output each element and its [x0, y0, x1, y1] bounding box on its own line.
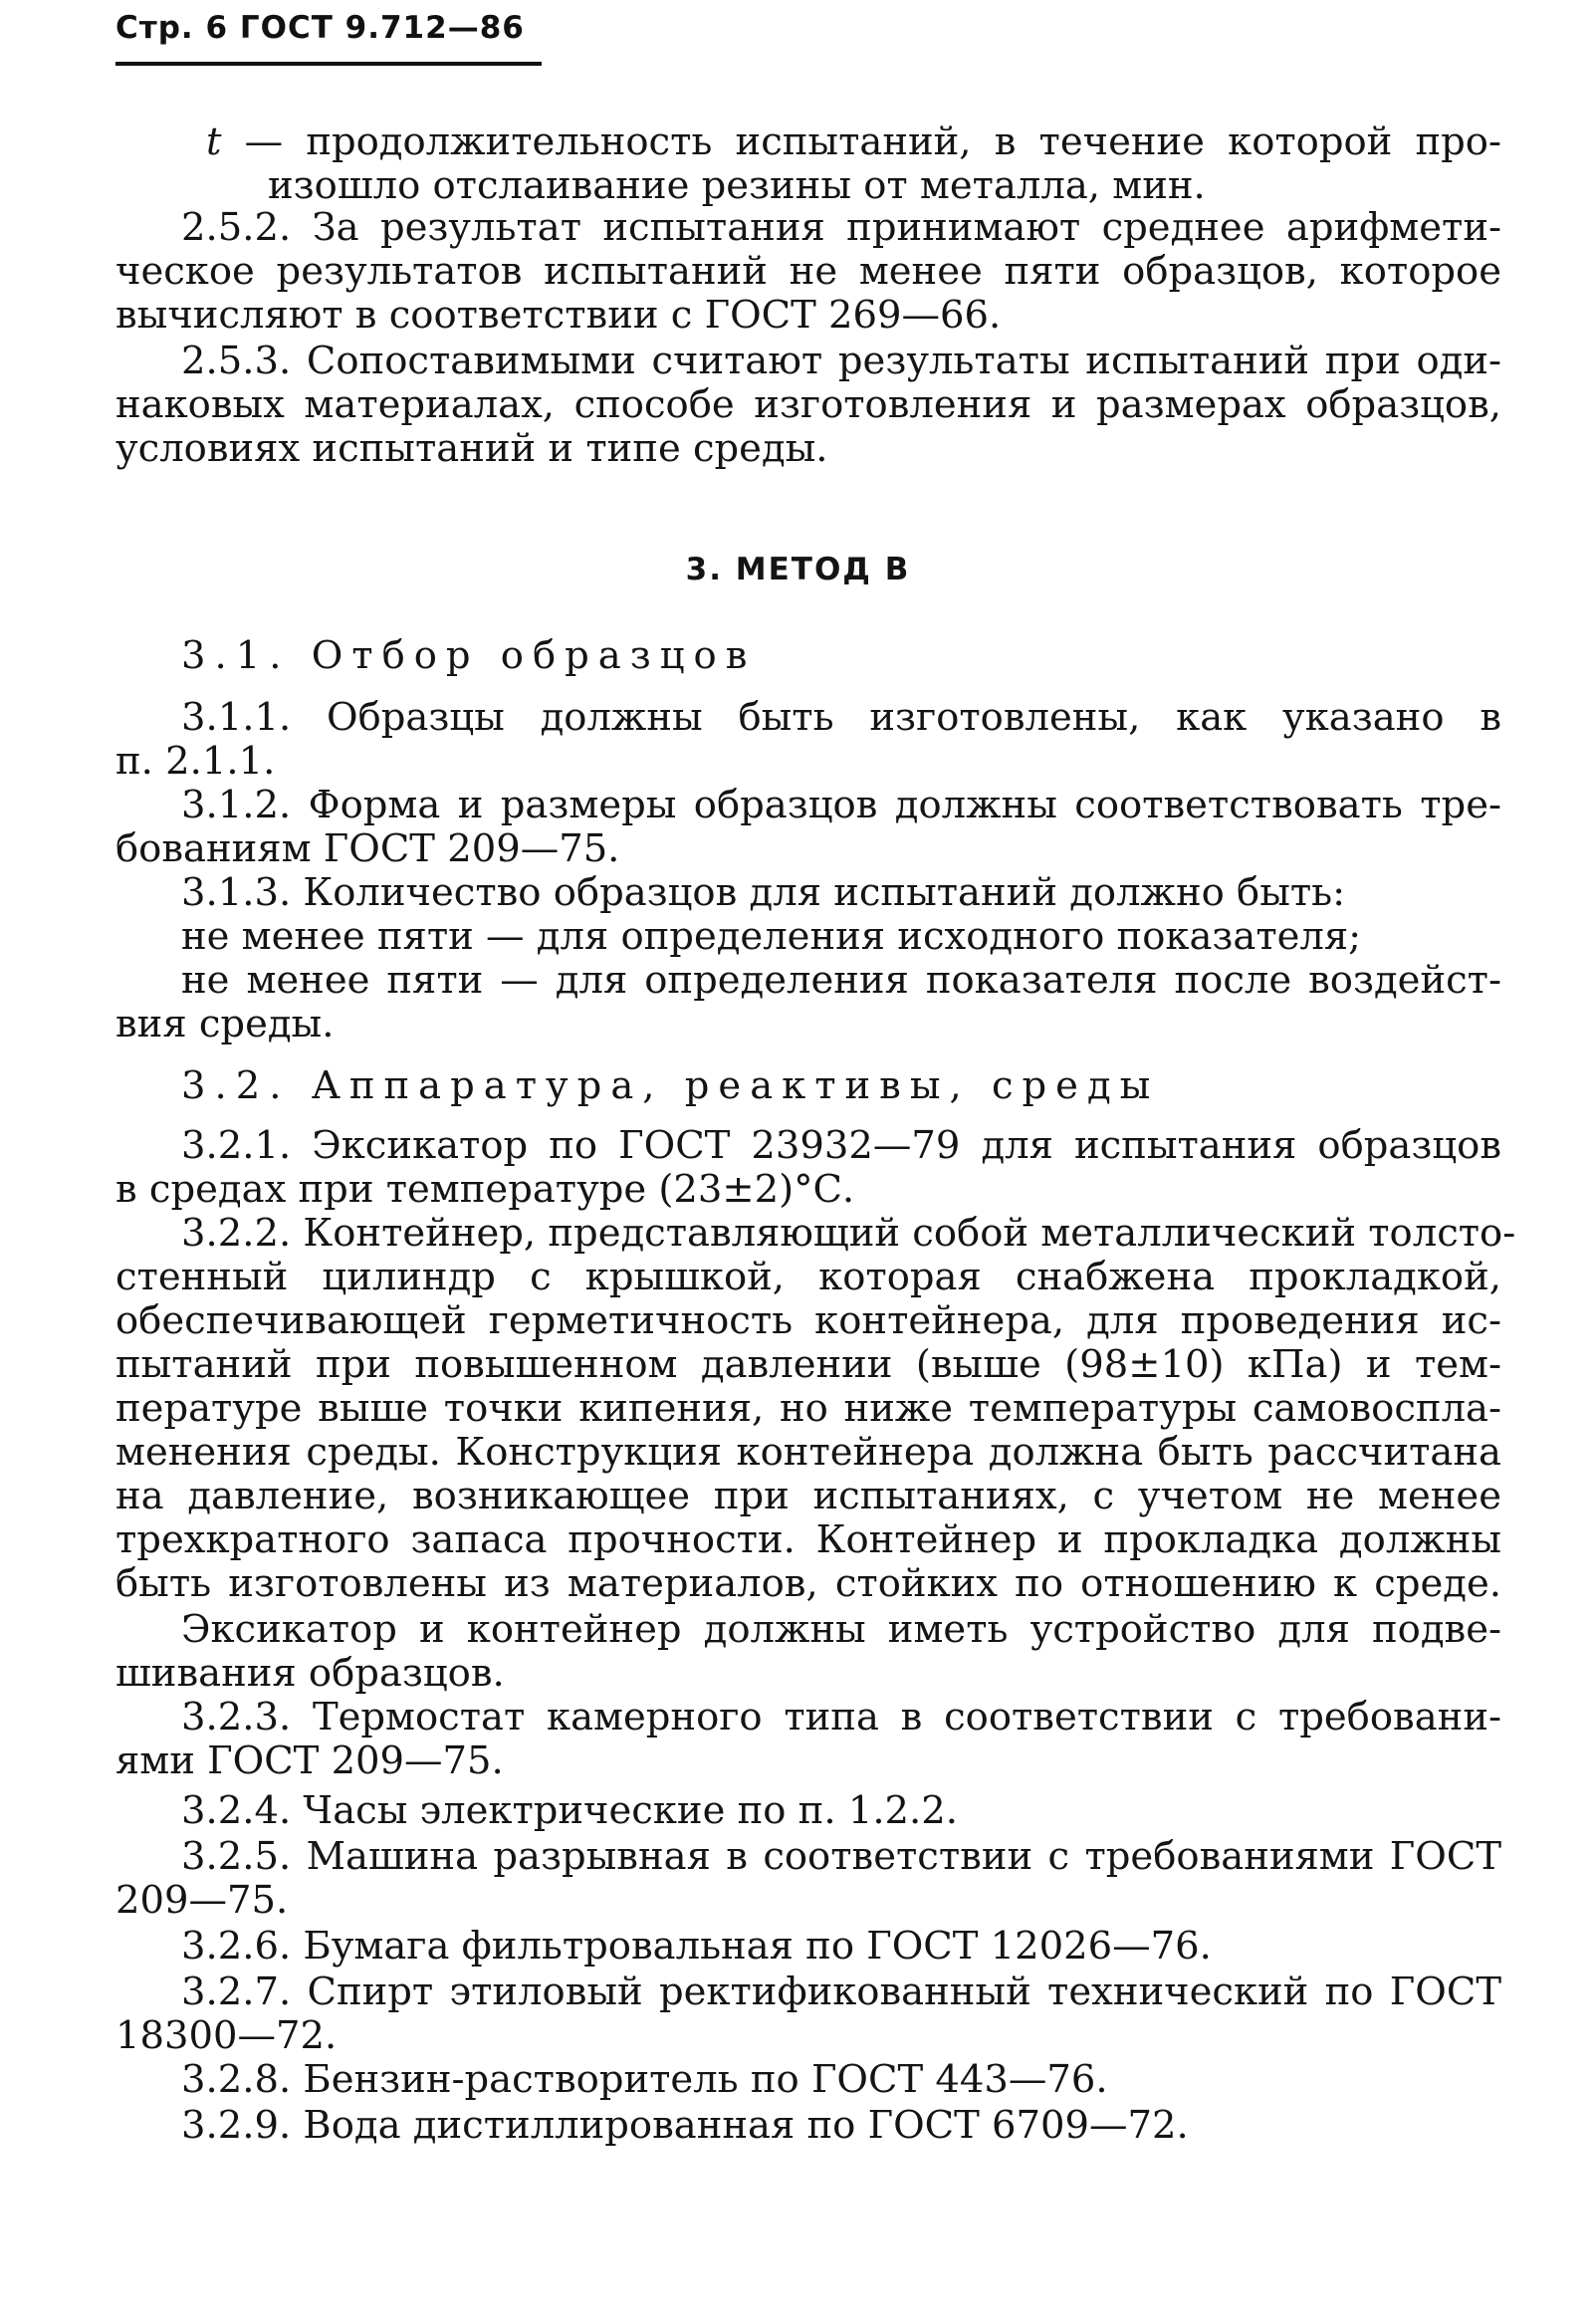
- text-line: ями ГОСТ 209—75.: [115, 1738, 504, 1783]
- text-line: 3.1.3. Количество образцов для испытаний должно быть:: [181, 870, 1346, 915]
- text-line: вия среды.: [115, 1002, 335, 1046]
- text-line: Эксикатор и контейнер должны иметь устройство для подве-: [181, 1607, 1501, 1652]
- text-line: 3.2.7. Спирт этиловый ректификованный технический по ГОСТ: [181, 1970, 1501, 2014]
- subsection-heading: 3.1. Отбор образцов: [181, 633, 757, 678]
- text-line: 2.5.2. За результат испытания принимают среднее арифмети-: [181, 205, 1501, 250]
- text-line: стенный цилиндр с крышкой, которая снабжена прокладкой,: [115, 1255, 1501, 1299]
- text-line: 3.1.1. Образцы должны быть изготовлены, как указано в: [181, 695, 1501, 740]
- text-line: 3.2.1. Эксикатор по ГОСТ 23932—79 для испытания образцов: [181, 1123, 1501, 1168]
- variable-t: t: [206, 119, 222, 164]
- text-line: на давление, возникающее при испытаниях, с учетом не менее: [115, 1474, 1501, 1518]
- text-line: наковых материалах, способе изготовления и размерах образцов,: [115, 382, 1501, 427]
- text-line: бованиям ГОСТ 209—75.: [115, 826, 620, 871]
- text-line: 3.1.2. Форма и размеры образцов должны соответствовать тре-: [181, 783, 1501, 827]
- text-line: 3.2.4. Часы электрические по п. 1.2.2.: [181, 1788, 959, 1833]
- text-line: не менее пяти — для определения показателя после воздейст-: [181, 958, 1501, 1003]
- text-line: не менее пяти — для определения исходного показателя;: [181, 914, 1362, 959]
- text-line: 3.2.2. Контейнер, представляющий собой металлический толсто-: [181, 1211, 1516, 1256]
- text-line: изошло отслаивание резины от металла, мин.: [268, 163, 1206, 208]
- header-rule: [115, 62, 542, 66]
- text-line: 18300—72.: [115, 2013, 338, 2058]
- text-line: 3.2.6. Бумага фильтровальная по ГОСТ 12026—76.: [181, 1924, 1212, 1969]
- text-line: t — продолжительность испытаний, в течение которой про-: [206, 119, 1501, 164]
- text-line: пытаний при повышенном давлении (выше (98±10) кПа) и тем-: [115, 1342, 1501, 1387]
- text-line: 3.2.5. Машина разрывная в соответствии с требованиями ГОСТ: [181, 1834, 1501, 1879]
- text-line: менения среды. Конструкция контейнера должна быть рассчитана: [115, 1430, 1501, 1475]
- text-line: шивания образцов.: [115, 1651, 505, 1696]
- text-line: 3.2.8. Бензин-растворитель по ГОСТ 443—76.: [181, 2057, 1108, 2102]
- text-line: условиях испытаний и типе среды.: [115, 426, 828, 471]
- subsection-heading: 3.2. Аппаратура, реактивы, среды: [181, 1063, 1160, 1108]
- page-header: Стр. 6 ГОСТ 9.712—86: [115, 10, 525, 46]
- text-line: ческое результатов испытаний не менее пяти образцов, которое: [115, 249, 1501, 294]
- text-line: обеспечивающей герметичность контейнера, для проведения ис-: [115, 1298, 1501, 1343]
- text-line: пературе выше точки кипения, но ниже температуры самовоспла-: [115, 1386, 1501, 1431]
- text-line: 2.5.3. Сопоставимыми считают результаты испытаний при оди-: [181, 339, 1501, 383]
- text-line: вычисляют в соответствии с ГОСТ 269—66.: [115, 293, 1002, 338]
- section-title: 3. МЕТОД В: [685, 552, 911, 587]
- text-line: п. 2.1.1.: [115, 739, 276, 784]
- text-line: 209—75.: [115, 1878, 289, 1923]
- text-line: 3.2.9. Вода дистиллированная по ГОСТ 6709—72.: [181, 2103, 1189, 2148]
- text-line: в средах при температуре (23±2)°С.: [115, 1167, 855, 1212]
- text-line: 3.2.3. Термостат камерного типа в соответствии с требовани-: [181, 1695, 1501, 1739]
- text-line: быть изготовлены из материалов, стойких по отношению к среде.: [115, 1561, 1501, 1606]
- text-line: трехкратного запаса прочности. Контейнер и прокладка должны: [115, 1517, 1501, 1562]
